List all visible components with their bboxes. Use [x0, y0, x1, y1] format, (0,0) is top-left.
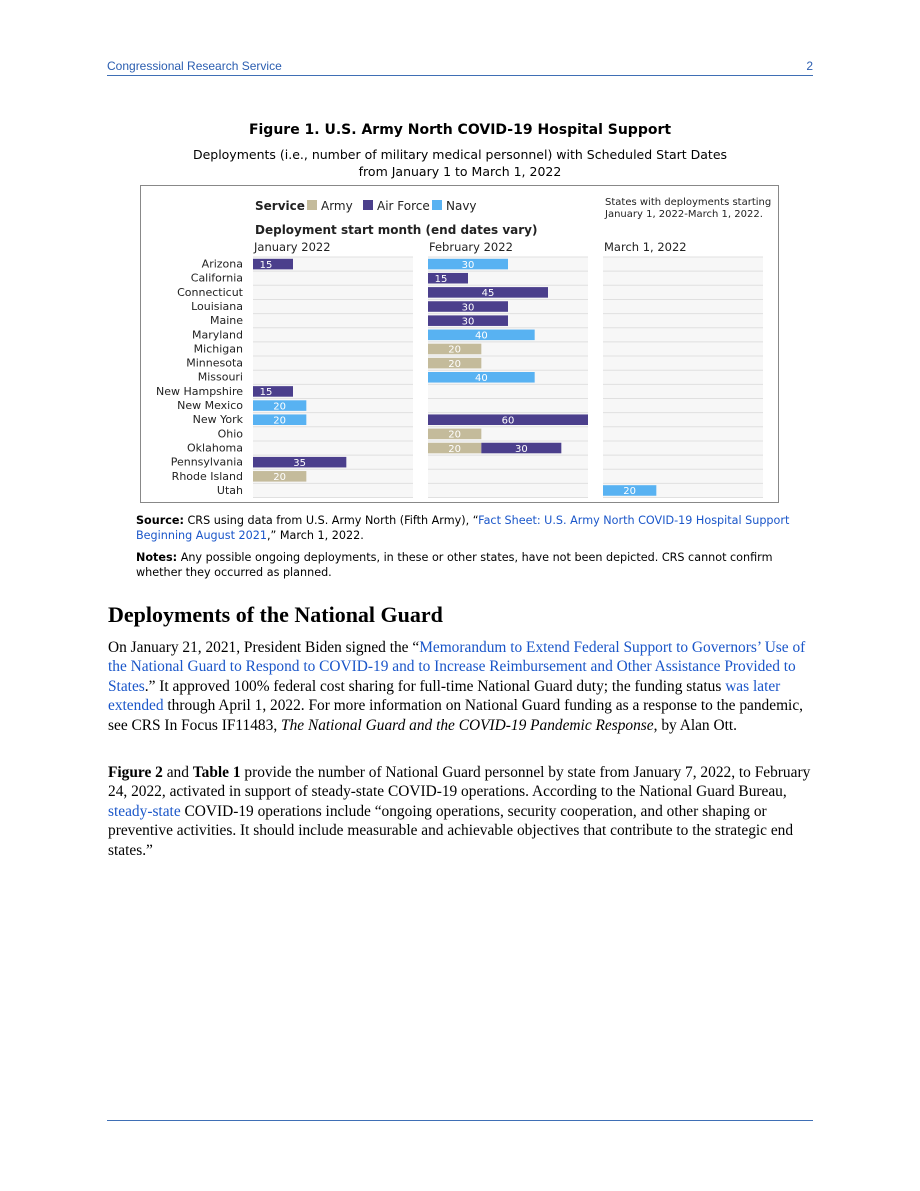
state-label-maryland: Maryland: [191, 328, 243, 342]
bar-value-label: 35: [293, 457, 307, 469]
bar-value-label: 30: [461, 302, 475, 314]
p1-italic-title: The National Guard and the COVID-19 Pandemic Response: [281, 716, 654, 734]
bar-value-label: 20: [448, 358, 462, 370]
legend-label-air-force: Air Force: [377, 199, 430, 213]
legend-swatch-air-force: [363, 200, 373, 210]
notes-text: Any possible ongoing deployments, in these or other states, have not been depicted. CRS cannot confirm whether they occurred as planned.: [136, 551, 773, 579]
p1-text-c: through April 1, 2022. For more information on National Guard funding as a response to the pandemic, see CRS In Focus IF11483,: [108, 697, 804, 734]
bar-value-label: 15: [259, 387, 273, 399]
paragraph-1: [108, 638, 818, 735]
state-label-missouri: Missouri: [197, 370, 243, 384]
state-label-new-york: New York: [192, 413, 243, 427]
source-label: Source:: [136, 514, 184, 527]
panel-label-0: January 2022: [254, 240, 331, 254]
figure-subtitle-line2: from January 1 to March 1, 2022: [358, 164, 562, 179]
state-label-louisiana: Louisiana: [191, 299, 243, 313]
state-label-ohio: Ohio: [217, 427, 243, 441]
state-label-pennsylvania: Pennsylvania: [170, 455, 243, 469]
bar-value-label: 30: [461, 259, 475, 271]
memorandum-link[interactable]: Memorandum to Extend Federal Support to Governors’ Use of the National Guard to Respond to COVID-19 and to Increase Reimbursement and Other Assistance Provided to States: [108, 639, 806, 695]
figure-subtitle: [0, 146, 920, 180]
bar-value-label: 40: [474, 373, 488, 384]
bar-value-label: 45: [481, 288, 495, 300]
bar-value-label: 20: [273, 401, 287, 413]
legend-title: Service: [255, 199, 305, 213]
bar-value-label: 20: [273, 415, 287, 427]
section-heading: Deployments of the National Guard: [108, 602, 443, 627]
state-label-maine: Maine: [209, 314, 243, 328]
state-label-connecticut: Connecticut: [177, 285, 243, 299]
state-label-minnesota: Minnesota: [186, 356, 243, 370]
p1-text-d: , by Alan Ott.: [653, 716, 737, 734]
later-extended-link[interactable]: was later extended: [108, 677, 781, 715]
paragraph-2: [108, 763, 818, 860]
state-label-michigan: Michigan: [193, 342, 243, 356]
state-label-california: California: [190, 271, 243, 285]
bar-value-label: 20: [623, 486, 637, 498]
panel-label-1: February 2022: [429, 240, 513, 254]
source-text-before: CRS using data from U.S. Army North (Fifth Army), “: [187, 514, 479, 527]
legend-note-line1: States with deployments starting: [605, 197, 772, 208]
p1-text-b: .” It approved 100% federal cost sharing for full-time National Guard duty; the funding status: [144, 677, 726, 695]
bar-value-label: 15: [434, 273, 448, 285]
figure-source: [136, 513, 816, 543]
chart-svg: [141, 186, 780, 504]
header-publisher: Congressional Research Service: [107, 59, 282, 73]
bar-value-label: 20: [448, 344, 462, 356]
p2-text-c: COVID-19 operations include “ongoing operations, security cooperation, and other shaping or preventive activities. It should include measurable and achievable objectives that contribute to the strategic end states.”: [108, 802, 794, 859]
page-header: [107, 58, 813, 76]
p1-text-a: On January 21, 2021, President Biden signed the “: [108, 639, 420, 656]
figure-title: Figure 1. U.S. Army North COVID-19 Hospital Support: [248, 122, 672, 138]
chart-title: Deployment start month (end dates vary): [255, 223, 538, 237]
deployment-chart: [140, 185, 779, 503]
footer-rule: [107, 1120, 813, 1121]
panel-label-2: March 1, 2022: [604, 240, 687, 254]
legend-label-army: Army: [321, 199, 353, 213]
bar-value-label: 20: [448, 429, 462, 441]
table1-ref: Table 1: [192, 764, 241, 781]
figure2-ref: Figure 2: [108, 764, 163, 781]
page-number: 2: [806, 59, 813, 73]
state-label-new-hampshire: New Hampshire: [155, 384, 243, 398]
steady-state-link[interactable]: steady-state: [108, 802, 181, 820]
state-label-new-mexico: New Mexico: [177, 399, 243, 412]
bar-value-label: 20: [448, 443, 462, 455]
state-label-rhode-island: Rhode Island: [171, 469, 243, 483]
state-label-arizona: Arizona: [201, 257, 243, 271]
bar-value-label: 60: [501, 415, 515, 427]
bar-value-label: 20: [273, 472, 287, 484]
legend-label-navy: Navy: [446, 199, 477, 213]
panel-bg-2: [603, 257, 763, 498]
bar-value-label: 40: [474, 330, 488, 342]
bar-value-label: 30: [514, 443, 528, 455]
figure-subtitle-line1: Deployments (i.e., number of military medical personnel) with Scheduled Start Dates: [192, 147, 728, 162]
bar-value-label: 15: [259, 259, 273, 271]
state-label-oklahoma: Oklahoma: [187, 441, 243, 455]
legend-note-line2: January 1, 2022-March 1, 2022.: [605, 209, 763, 220]
state-label-utah: Utah: [216, 483, 243, 497]
p2-text-a: and: [162, 764, 193, 781]
legend-swatch-navy: [432, 200, 442, 210]
figure-notes: [136, 550, 816, 580]
p2-text-b: provide the number of National Guard personnel by state from January 7, 2022, to February 24, 2022, activated in support of steady-state COVID-19 operations. According to the National Guard Bureau,: [108, 764, 811, 801]
source-text-after: ,” March 1, 2022.: [266, 529, 364, 542]
bar-value-label: 30: [461, 316, 475, 328]
source-link[interactable]: Fact Sheet: U.S. Army North COVID-19 Hospital Support Beginning August 2021: [136, 514, 790, 542]
notes-label: Notes:: [136, 551, 178, 564]
legend-swatch-army: [307, 200, 317, 210]
